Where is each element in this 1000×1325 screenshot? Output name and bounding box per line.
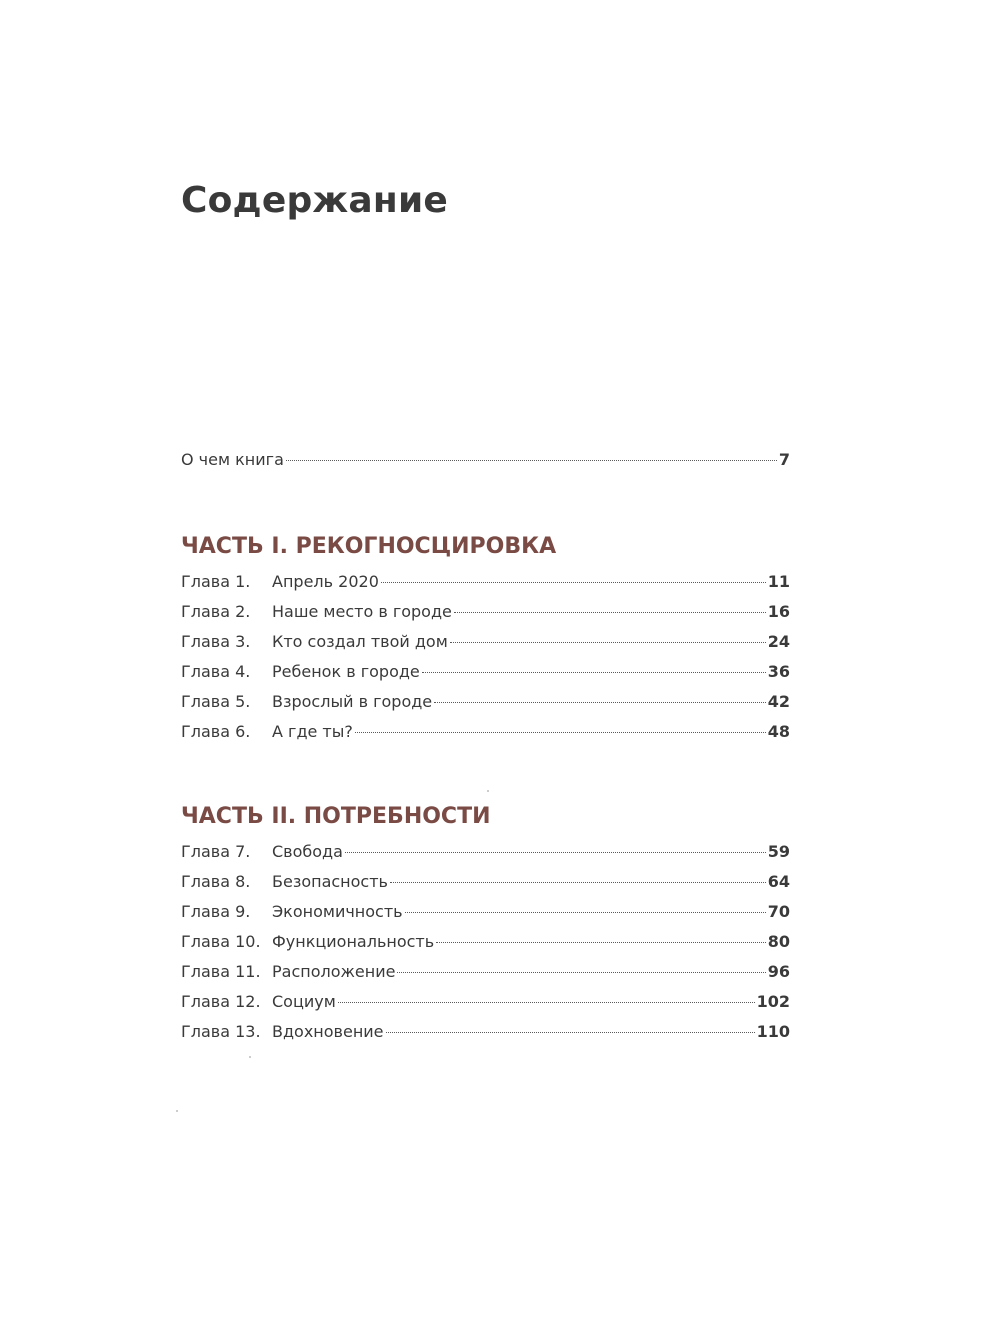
dot-leader xyxy=(390,882,766,883)
chapter-page-number: 59 xyxy=(767,842,790,861)
part-1-heading: ЧАСТЬ I. РЕКОГНОСЦИРОВКА xyxy=(181,534,557,559)
chapter-page-number: 102 xyxy=(756,992,790,1011)
toc-entry-chapter-11[interactable] xyxy=(181,962,790,992)
part-1-chapter-list xyxy=(181,572,790,752)
toc-entry-intro[interactable] xyxy=(181,450,790,480)
chapter-label: Глава 1. xyxy=(181,572,251,591)
chapter-page-number: 96 xyxy=(767,962,790,981)
chapter-label: Глава 7. xyxy=(181,842,251,861)
scan-speck xyxy=(487,790,489,792)
chapter-title: Расположение xyxy=(272,962,396,981)
entry-title: О чем книга xyxy=(181,450,284,469)
chapter-label: Глава 4. xyxy=(181,662,251,681)
chapter-page-number: 16 xyxy=(767,602,790,621)
chapter-page-number: 24 xyxy=(767,632,790,651)
dot-leader xyxy=(422,672,766,673)
chapter-label: Глава 8. xyxy=(181,872,251,891)
chapter-title: Ребенок в городе xyxy=(272,662,420,681)
chapter-title: Свобода xyxy=(272,842,343,861)
dot-leader xyxy=(397,972,765,973)
entry-page-number: 7 xyxy=(778,450,790,469)
chapter-page-number: 80 xyxy=(767,932,790,951)
toc-entry-chapter-1[interactable] xyxy=(181,572,790,602)
toc-entry-chapter-6[interactable] xyxy=(181,722,790,752)
chapter-page-number: 36 xyxy=(767,662,790,681)
chapter-label: Глава 11. xyxy=(181,962,261,981)
toc-entry-chapter-2[interactable] xyxy=(181,602,790,632)
scan-speck xyxy=(249,1056,251,1058)
dot-leader xyxy=(450,642,766,643)
chapter-label: Глава 10. xyxy=(181,932,261,951)
chapter-title: Функциональность xyxy=(272,932,435,951)
chapter-title: Апрель 2020 xyxy=(272,572,379,591)
chapter-label: Глава 6. xyxy=(181,722,251,741)
chapter-label: Глава 3. xyxy=(181,632,251,651)
chapter-title: Наше место в городе xyxy=(272,602,452,621)
chapter-title: Социум xyxy=(272,992,336,1011)
chapter-title: Вдохновение xyxy=(272,1022,384,1041)
dot-leader xyxy=(454,612,766,613)
scan-speck xyxy=(176,1110,178,1112)
toc-entry-chapter-3[interactable] xyxy=(181,632,790,662)
chapter-title: Кто создал твой дом xyxy=(272,632,448,651)
chapter-title: Экономичность xyxy=(272,902,403,921)
chapter-title: Безопасность xyxy=(272,872,388,891)
chapter-page-number: 70 xyxy=(767,902,790,921)
dot-leader xyxy=(345,852,766,853)
toc-entry-chapter-7[interactable] xyxy=(181,842,790,872)
dot-leader xyxy=(286,460,777,461)
toc-entry-chapter-13[interactable] xyxy=(181,1022,790,1052)
part-2-heading: ЧАСТЬ II. ПОТРЕБНОСТИ xyxy=(181,804,491,829)
chapter-page-number: 64 xyxy=(767,872,790,891)
chapter-title: Взрослый в городе xyxy=(272,692,433,711)
chapter-page-number: 48 xyxy=(767,722,790,741)
chapter-label: Глава 2. xyxy=(181,602,251,621)
toc-intro xyxy=(181,450,790,480)
toc-entry-chapter-10[interactable] xyxy=(181,932,790,962)
chapter-label: Глава 13. xyxy=(181,1022,261,1041)
part-2-chapter-list xyxy=(181,842,790,1052)
toc-entry-chapter-8[interactable] xyxy=(181,872,790,902)
chapter-label: Глава 9. xyxy=(181,902,251,921)
dot-leader xyxy=(434,702,766,703)
dot-leader xyxy=(386,1032,755,1033)
toc-entry-chapter-4[interactable] xyxy=(181,662,790,692)
chapter-label: Глава 12. xyxy=(181,992,261,1011)
chapter-label: Глава 5. xyxy=(181,692,251,711)
dot-leader xyxy=(338,1002,755,1003)
dot-leader xyxy=(405,912,766,913)
toc-entry-chapter-5[interactable] xyxy=(181,692,790,722)
toc-entry-chapter-9[interactable] xyxy=(181,902,790,932)
dot-leader xyxy=(381,582,766,583)
toc-entry-chapter-12[interactable] xyxy=(181,992,790,1022)
dot-leader xyxy=(436,942,766,943)
chapter-page-number: 11 xyxy=(767,572,790,591)
page-title: Содержание xyxy=(181,180,449,221)
chapter-page-number: 42 xyxy=(767,692,790,711)
chapter-page-number: 110 xyxy=(756,1022,790,1041)
chapter-title: А где ты? xyxy=(272,722,353,741)
dot-leader xyxy=(355,732,766,733)
